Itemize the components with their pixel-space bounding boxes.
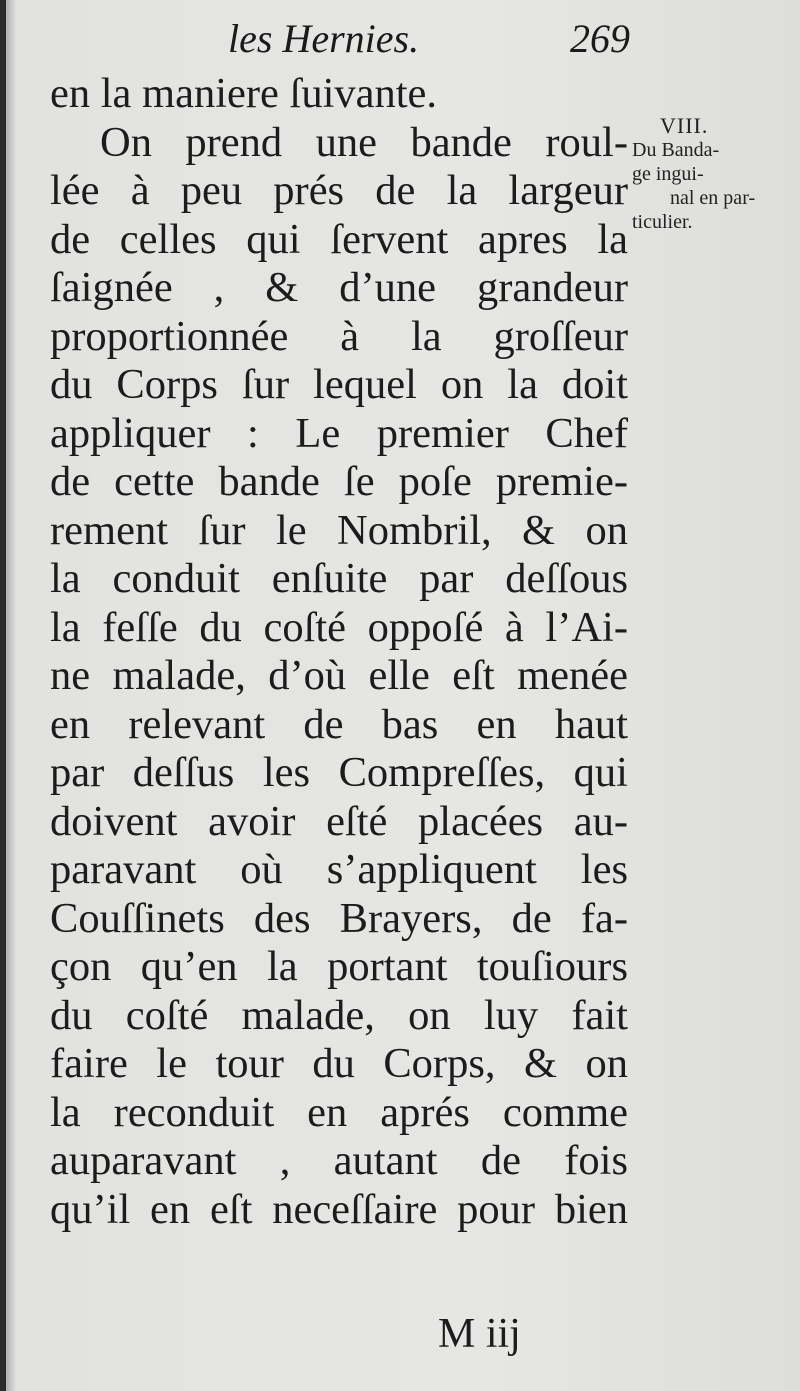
marginal-note — [632, 114, 782, 234]
text-line: Couſſinets des Brayers, de fa- — [50, 894, 628, 942]
text-line: auparavant , autant de fois — [50, 1137, 628, 1184]
body-text — [50, 70, 628, 1234]
text-line: çon qu’en la portant touſiours — [50, 943, 628, 990]
catchword: M iij — [438, 1311, 521, 1357]
text-line: par deſſus les Compreſſes, qui — [50, 749, 628, 796]
running-head — [228, 14, 648, 64]
text-line: paravant où s’appliquent les — [50, 846, 628, 893]
text-line: de celles qui ſervent apres la — [50, 215, 628, 263]
text-line: faire le tour du Corps, & on — [50, 1040, 628, 1087]
text-line: qu’il en eſt neceſſaire pour bien — [50, 1185, 628, 1233]
text-line: en relevant de bas en haut — [50, 700, 628, 748]
text-line: ne malade, d’où elle eſt menée — [50, 652, 628, 699]
text-line: ſaignée , & d’une grandeur — [50, 264, 628, 311]
text-line: doivent avoir eſté placées au- — [50, 797, 628, 845]
marginal-note-line: ticulier. — [632, 211, 693, 233]
text-line: proportionnée à la groſſeur — [50, 312, 628, 360]
text-line: la reconduit en aprés comme — [50, 1088, 628, 1136]
marginal-note-line: nal en par- — [670, 187, 756, 209]
text-line: rement ſur le Nombril, & on — [50, 506, 628, 554]
page-gutter-shadow — [6, 0, 16, 1391]
running-title: les Hernies. — [228, 16, 420, 61]
marginal-note-line: Du Banda- — [632, 139, 720, 161]
text-line: de cette bande ſe poſe premie- — [50, 458, 628, 505]
text-line: du Corps ſur lequel on la doit — [50, 361, 628, 408]
text-line: la feſſe du coſté oppoſé à l’Ai- — [50, 603, 628, 651]
text-line: On prend une bande roul- — [100, 118, 628, 166]
text-line: appliquer : Le premier Chef — [50, 409, 628, 457]
text-line: du coſté malade, on luy fait — [50, 991, 628, 1039]
text-line: la conduit enſuite par deſſous — [50, 555, 628, 602]
page-number: 269 — [570, 16, 630, 61]
text-line: en la maniere ſuivante. — [50, 70, 438, 117]
marginal-note-number: VIII. — [660, 113, 709, 138]
text-line: lée à peu prés de la largeur — [50, 167, 628, 214]
marginal-note-line: ge ingui- — [632, 163, 704, 185]
